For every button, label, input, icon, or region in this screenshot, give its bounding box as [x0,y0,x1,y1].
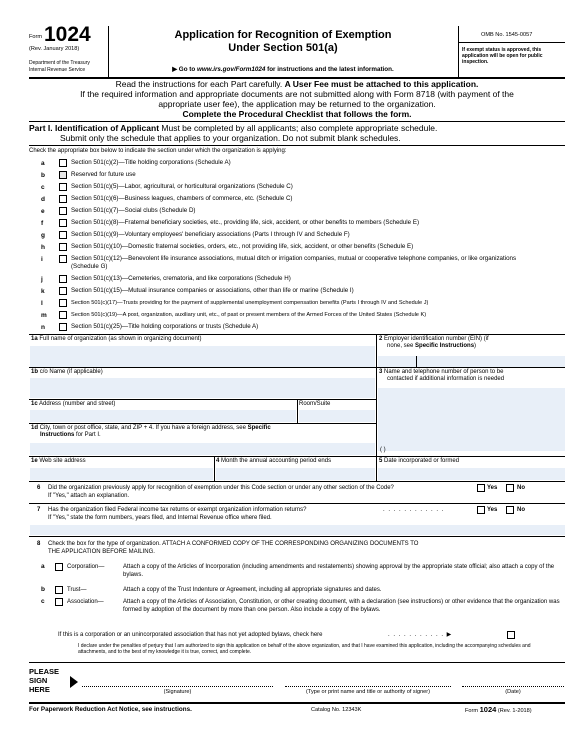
part1-heading-a: Part I. Identification of Applicant [29,123,160,133]
section-checkbox[interactable] [59,255,67,263]
co-name-input[interactable] [30,378,375,398]
field-text: Date incorporated or formed [384,458,460,464]
section-checkbox-reserved[interactable] [59,171,67,179]
section-label: Section 501(c)(17)—Trusts providing for the payment of supplemental unemployment compensation benefits (Parts I through IV and Schedule J) [71,300,429,306]
section-letter: c [41,184,45,191]
street-input[interactable] [30,410,296,422]
intro-line2: If the required information and appropriate documents are not submitted along with Form 8718 (with payment of the [80,89,514,99]
section-label: Section 501(c)(8)—Fraternal beneficiary societies, etc., providing life, sick, accident, or other benefits to members (Schedule E) [71,219,420,226]
field-num: 1d [31,425,39,431]
agency: Internal Revenue Service [29,67,86,73]
footer-form-id [465,706,532,715]
goto-suffix: for instructions and the latest information. [265,66,394,73]
ein-input[interactable] [378,356,565,367]
form-title-line2: Under Section 501(a) [228,42,338,54]
field-1e-label [31,458,86,466]
section-label: Section 501(c)(2)—Title holding corporations (Schedule A) [71,159,231,166]
section-label: Reserved for future use [71,171,136,178]
field-num: 5 [379,458,383,464]
field-text: City, town or post office, state, and ZIP + 4. If you have a foreign address, see [39,425,248,431]
website-input[interactable] [30,468,213,480]
intro-line3: appropriate user fee), the application may be returned to the organization. [158,99,436,109]
section-row-k [29,287,564,298]
field-text: Name and telephone number of person to be [384,369,504,375]
org-name-input[interactable] [30,346,375,367]
web-divider [214,456,215,481]
section-letter: b [41,172,45,179]
corporation-label: Corporation— [67,564,105,570]
field-1d-label-b [40,432,101,440]
q7-num: 7 [37,507,41,513]
check-instruction: Check the appropriate box below to indicate the section under which the organization is applying: [29,148,287,154]
section-label: Section 501(c)(5)—Labor, agricultural, or horticultural organizations (Schedule C) [71,183,293,190]
q7-text: Has the organization filed Federal income tax returns or exempt organization information returns? [48,507,307,513]
trust-label: Trust— [67,587,87,593]
intro-line4: Complete the Procedural Checklist that follows the form. [182,109,412,119]
goto-prefix: ▶ Go to [172,66,197,73]
form-label: Form [29,34,43,40]
q6-text: Did the organization previously apply for recognition of exemption under this Code section or under any other section of the Code? [48,485,394,491]
field-text: Web site address [39,458,86,464]
q6-text-2: If "Yes," attach an explanation. [48,493,130,499]
grid-rule-1d [29,423,377,424]
q6-rule [29,503,565,504]
exempt-note: If exempt status is approved, this application will be open for public inspection. [462,47,543,65]
section-row-i [29,255,564,275]
field-1a-label [31,336,201,344]
field-4-label [216,458,331,466]
q6-no-checkbox[interactable] [506,484,514,492]
section-label: Section 501(c)(12)—Benevolent life insurance associations, mutual ditch or irrigation companies, mutual or cooperative telephone companies, or like organizations (Schedule G) [71,255,517,270]
field-text: Address (number and street) [39,401,116,407]
section-letter: j [41,276,43,283]
part1-heading-c: Submit only the schedule that applies to your organization. Do not submit blank schedules. [60,133,401,143]
q7-text-2: If "Yes," state the form numbers, years filed, and Internal Revenue office where filed. [48,515,272,521]
section-label: Section 501(c)(9)—Voluntary employees' beneficiary associations (Parts I through IV and Schedule F) [71,231,350,238]
q8-letter-b: b [41,586,45,593]
section-row-f [29,219,564,230]
catalog-number: Catalog No. 12343K [311,707,362,713]
section-label: Section 501(c)(15)—Mutual insurance companies or associations, other than life or marine (Schedule I) [71,287,354,294]
trust-checkbox[interactable] [55,586,63,594]
grid-bottom-rule [29,481,565,482]
section-letter: a [41,160,45,167]
section-checkbox[interactable] [59,219,67,227]
section-row-n [29,323,564,334]
section-letter: n [41,324,45,331]
rev-date: (Rev. January 2018) [29,46,80,52]
q7-yes-label: Yes [487,507,498,513]
section-row-e [29,207,564,218]
section-letter: m [41,312,47,319]
omb-number: OMB No. 1545-0057 [481,32,533,38]
room-label: Room/Suite [299,401,331,407]
q6-yes-checkbox[interactable] [477,484,485,492]
section-row-c [29,183,564,194]
field-text-bold: Specific Instructions [415,343,475,349]
field-num: 1e [31,458,38,464]
grid-rule-1c [29,399,377,400]
field-5-label [379,458,459,466]
bylaws-dots: . . . . . . . . . . . ▶ [388,632,453,638]
section-row-a [29,159,564,170]
room-input[interactable] [299,410,375,422]
q6-num: 6 [37,485,41,491]
field-text: Month the annual accounting period ends [221,458,332,464]
date-line[interactable] [462,686,564,687]
grid-top-rule [29,334,565,335]
sign-arrow-icon [70,676,78,688]
form-title-line1: Application for Recognition of Exemption [174,29,392,41]
field-num: 2 [379,336,383,342]
bylaws-text: If this is a corporation or an unincorporated association that has not yet adopted bylaws, check here [58,632,323,638]
intro-line1-a: Read the instructions for each Part carefully. [115,79,285,89]
q8-text: Check the box for the type of organization. ATTACH A CONFORMED COPY OF THE CORRESPONDING ORGANIZING DOCUMENTS TO [48,541,419,547]
date-caption: (Date) [505,689,521,695]
footer-form-number: 1024 [479,705,497,714]
trust-text: Attach a copy of the Trust Indenture or Agreement, including all appropriate signatures and dates. [123,587,382,593]
city-input[interactable] [30,443,375,455]
section-checkbox[interactable] [59,195,67,203]
header-divider-right [458,26,459,78]
q7-no-checkbox[interactable] [506,506,514,514]
section-row-h [29,243,564,254]
q8-letter-a: a [41,563,45,570]
field-text: ) [474,343,477,349]
part1-heading-b: Must be completed by all applicants; also complete appropriate schedule. [159,123,438,133]
section-checkbox[interactable] [59,231,67,239]
section-checkbox[interactable] [59,207,67,215]
date-formed-input[interactable] [378,468,565,480]
section-letter: d [41,196,45,203]
field-text: none, see [387,343,416,349]
here-label: HERE [29,685,50,694]
field-text-bold: Instructions [40,432,75,438]
field-num: 4 [216,458,220,464]
field-text-bold: Specific [247,425,271,431]
declaration-rule [29,662,565,663]
section-row-l [29,299,564,310]
section-row-m [29,311,564,322]
section-checkbox[interactable] [59,287,67,295]
association-label: Association— [67,599,104,605]
section-letter: l [41,300,43,307]
part1-heading [29,123,565,133]
q7-answer-input[interactable] [30,525,565,535]
paperwork-notice: For Paperwork Reduction Act Notice, see instructions. [29,706,192,713]
field-1c-label [31,401,115,409]
contact-person-input[interactable] [378,388,565,451]
section-letter: f [41,220,44,227]
section-row-j [29,275,564,286]
signature-caption: (Signature) [163,689,192,695]
field-num: 1c [31,401,38,407]
q8-text-2: THE APPLICATION BEFORE MAILING. [48,549,155,555]
q8-letter-c: c [41,598,45,605]
section-label: Section 501(c)(10)—Domestic fraternal societies, orders, etc., not providing life, sick, accident, or other benefits (Schedule E) [71,243,414,250]
footer-form-label: Form [465,708,480,714]
q7-rule [29,536,565,537]
sign-label: SIGN [29,676,48,685]
section-checkbox[interactable] [59,323,67,331]
grid-rule-1b [29,367,565,368]
part1-top-rule [29,121,565,122]
section-checkbox[interactable] [59,299,67,307]
q6-yes-label: Yes [487,485,498,491]
part1-heading-rule [29,145,565,146]
name-title-line[interactable] [285,686,451,687]
section-row-d [29,195,564,206]
section-label: Section 501(c)(7)—Social clubs (Schedule D) [71,207,196,214]
form-number: 1024 [44,23,91,46]
goto-url[interactable]: www.irs.gov/Form1024 [197,66,266,73]
field-num: 1a [31,336,38,342]
section-checkbox[interactable] [59,275,67,283]
q7-no-label: No [517,507,525,513]
section-checkbox[interactable] [59,183,67,191]
section-letter: g [41,232,45,239]
association-checkbox[interactable] [55,598,63,606]
q7-dots: . . . . . . . . . . . . [383,507,445,513]
room-divider [297,399,298,423]
section-checkbox[interactable] [59,159,67,167]
section-label: Section 501(c)(6)—Business leagues, chambers of commerce, etc. (Schedule C) [71,195,293,202]
intro-line1-b: A User Fee must be attached to this application. [284,79,479,89]
signature-line[interactable] [82,686,273,687]
declaration-text: I declare under the penalties of perjury that I am authorized to sign this application on behalf of the above organization, and that I have examined this application, including the accompanying schedules and attachments, and to the best of my knowledge it is true, correct, and complete. [78,643,531,656]
ein-divider [416,356,417,367]
section-letter: e [41,208,45,215]
corporation-checkbox[interactable] [55,563,63,571]
association-text: Attach a copy of the Articles of Association, Constitution, or other creating document, with a declaration (see instructions) or other evidence that the organization was formed by adoption of the document by more than one person. Also include a copy of the bylaws. [123,599,560,613]
section-letter: i [41,256,43,263]
corporation-text: Attach a copy of the Articles of Incorporation (including amendments and restatements) showing approval by the appropriate state official; also attach a copy of the bylaws. [123,564,555,578]
section-label: Section 501(c)(25)—Title holding corporations or trusts (Schedule A) [71,323,259,330]
field-text: c/o Name (if applicable) [39,369,103,375]
please-label: PLEASE [29,667,60,676]
field-text: for Part I. [74,432,101,438]
q6-no-label: No [517,485,525,491]
section-letter: k [41,288,45,295]
q7-yes-checkbox[interactable] [477,506,485,514]
field-num: 3 [379,369,383,375]
month-input[interactable] [216,468,375,480]
field-2-label-b [387,343,476,351]
omb-rule [459,42,565,43]
section-label: Section 501(c)(13)—Cemeteries, crematoria, and like corporations (Schedule H) [71,275,291,282]
section-row-b [29,171,564,182]
grid-rule-1e [29,456,565,457]
header-divider-left [108,26,109,78]
section-row-g [29,231,564,242]
footer-rev: (Rev. 1-2018) [496,708,532,714]
intro-line1 [29,79,565,89]
field-3-label-b: contacted if additional information is needed [387,376,505,382]
q8-num: 8 [37,541,41,547]
name-title-caption: (Type or print name and title or authority of signer) [305,689,431,695]
goto-line [110,66,456,74]
field-num: 1b [31,369,39,375]
bylaws-checkbox[interactable] [507,631,515,639]
field-text: Employer identification number (EIN) (if [384,336,489,342]
field-1b-label [31,369,103,377]
section-checkbox[interactable] [59,311,67,319]
grid-right-col [376,334,377,481]
footer-rule [29,702,565,704]
section-letter: h [41,244,45,251]
field-text: Full name of organization (as shown in organizing document) [39,336,202,342]
section-checkbox[interactable] [59,243,67,251]
section-label: Section 501(c)(19)—A post, organization, auxiliary unit, etc., of past or present members of the Armed Forces of the United States (Schedule K) [71,312,427,318]
phone-parens: ( ) [380,447,386,453]
department: Department of the Treasury [29,60,90,66]
